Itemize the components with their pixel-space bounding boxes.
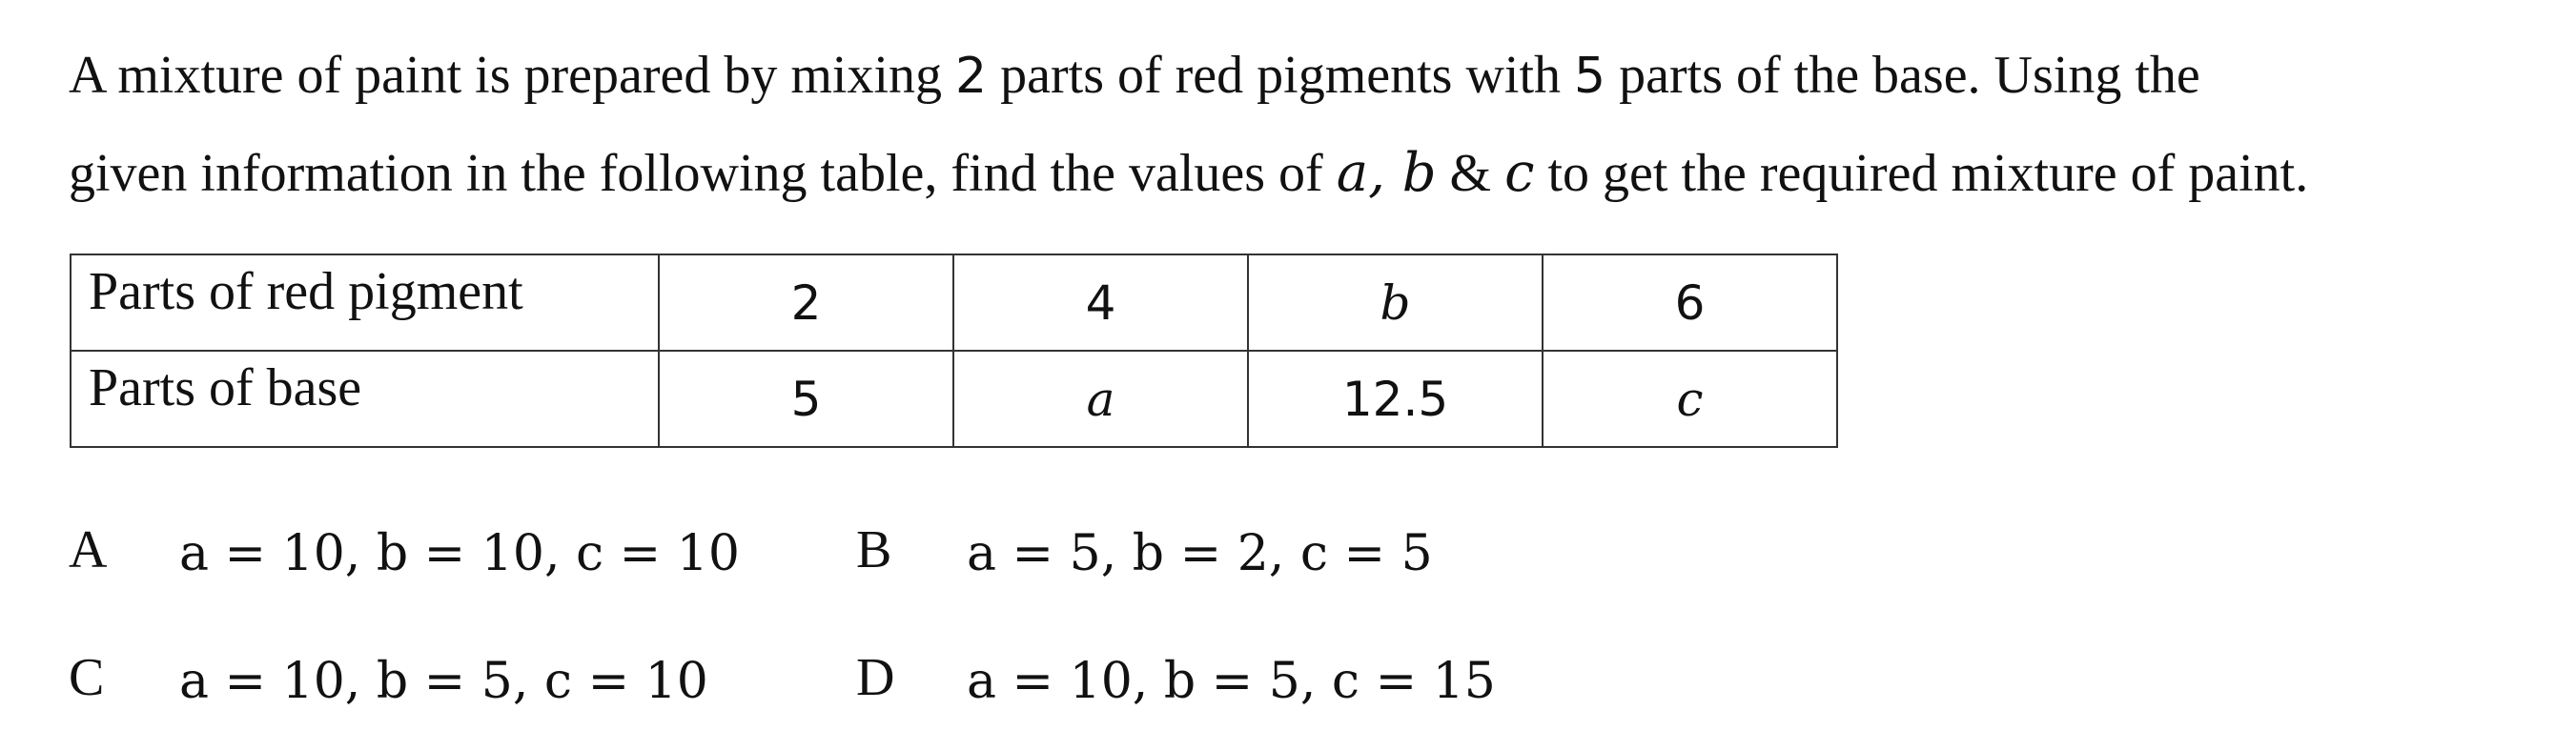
option-letter: B [856, 520, 892, 579]
table-cell: 5 [659, 351, 953, 447]
row-label-base: Parts of base [71, 351, 659, 447]
table-cell: 12.5 [1248, 351, 1543, 447]
question-line1-text: A mixture of paint is prepared by mixing [69, 46, 956, 105]
table-cell: b [1248, 254, 1543, 351]
question-number-red: 2 [955, 48, 988, 105]
table-cell: c [1543, 351, 1837, 447]
table-cell: 4 [953, 254, 1248, 351]
question-text [69, 27, 2547, 222]
table-cell: 2 [659, 254, 953, 351]
option-text: a = 10, b = 5, c = 10 [179, 653, 708, 710]
question-line2-start: given information in the following table, find the values of [69, 144, 1337, 203]
table-row [71, 351, 1837, 447]
table-cell: 6 [1543, 254, 1837, 351]
option-text: a = 10, b = 10, c = 10 [179, 525, 740, 582]
ratio-table [70, 254, 1838, 448]
question-number-base: 5 [1574, 48, 1606, 105]
option-letter: A [69, 520, 108, 579]
variables-ab: a, b [1336, 142, 1437, 204]
table-cell: a [953, 351, 1248, 447]
option-text: a = 10, b = 5, c = 15 [967, 653, 1496, 710]
row-label-red-pigment: Parts of red pigment [71, 254, 659, 351]
variable-c: c [1504, 142, 1535, 204]
question-line2-end: to get the required mixture of paint. [1534, 144, 2309, 203]
option-text: a = 5, b = 2, c = 5 [967, 525, 1433, 582]
option-letter: C [69, 648, 105, 707]
question-line1-end: parts of the base. Using the [1605, 46, 2200, 105]
option-letter: D [856, 648, 895, 707]
table-row [71, 254, 1837, 351]
question-line1-mid: parts of red pigments with [987, 46, 1575, 105]
ampersand: & [1436, 144, 1505, 203]
